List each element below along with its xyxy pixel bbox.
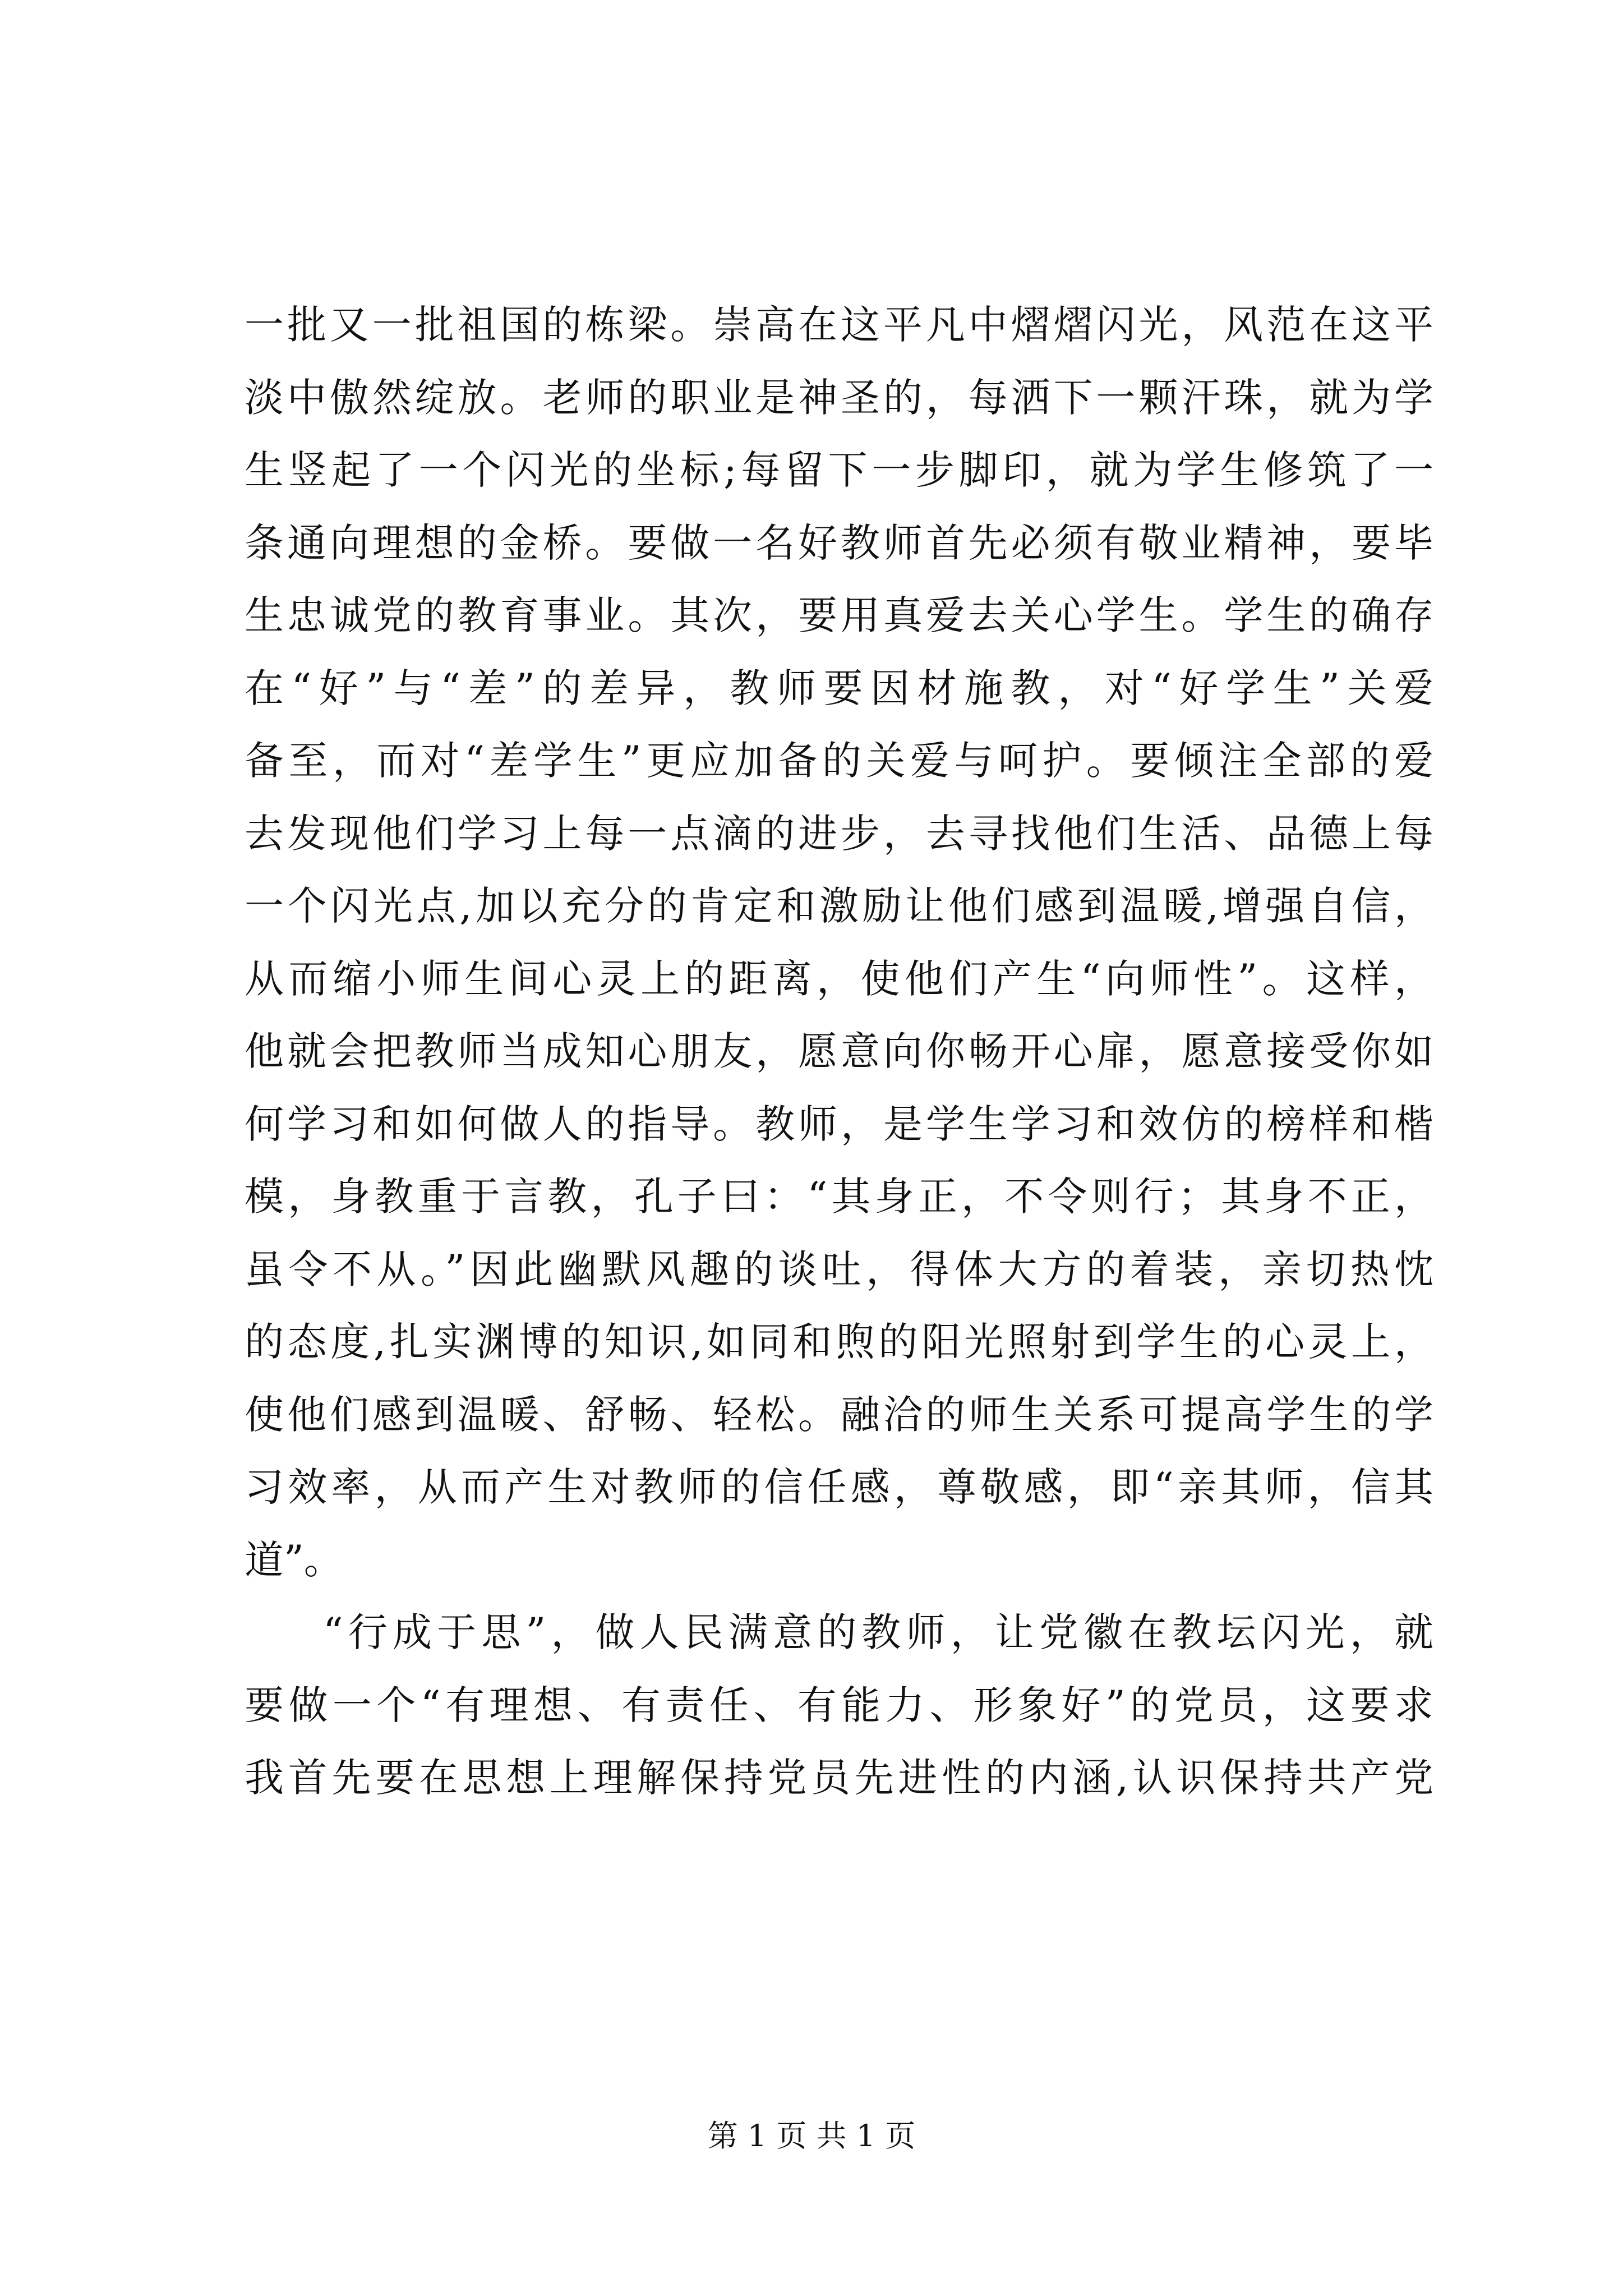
text-line-16: 使他们感到温暖、舒畅、轻松。融洽的师生关系可提高学生的学 [245,1391,1433,1438]
text-line-5: 生忠诚党的教育事业。其次，要用真爱去关心学生。学生的确存 [245,592,1433,638]
text-line-13: 模，身教重于言教，孔子曰：“其身正，不令则行；其身不正， [245,1174,1433,1220]
text-line-21: 我首先要在思想上理解保持党员先进性的内涵,认识保持共产党 [245,1755,1433,1801]
text-line-2: 淡中傲然绽放。老师的职业是神圣的，每洒下一颗汗珠，就为学 [245,374,1433,421]
text-line-19: “行成于思”，做人民满意的教师，让党徽在教坛闪光，就 [323,1609,1433,1655]
text-line-12: 何学习和如何做人的指导。教师，是学生学习和效仿的榜样和楷 [245,1101,1433,1147]
text-line-20: 要做一个“有理想、有责任、有能力、形象好”的党员，这要求 [245,1682,1433,1728]
text-line-8: 去发现他们学习上每一点滴的进步，去寻找他们生活、品德上每 [245,810,1433,857]
text-line-14: 虽令不从。”因此幽默风趣的谈吐，得体大方的着装，亲切热忱 [245,1246,1433,1292]
text-line-18: 道”。 [245,1536,343,1583]
text-line-4: 条通向理想的金桥。要做一名好教师首先必须有敬业精神，要毕 [245,519,1433,566]
text-line-6: 在“好”与“差”的差异，教师要因材施教，对“好学生”关爱 [245,665,1433,711]
text-line-7: 备至，而对“差学生”更应加备的关爱与呵护。要倾注全部的爱 [245,738,1433,784]
text-line-11: 他就会把教师当成知心朋友，愿意向你畅开心扉，愿意接受你如 [245,1028,1433,1074]
text-line-17: 习效率，从而产生对教师的信任感，尊敬感，即“亲其师，信其 [245,1464,1433,1510]
body-text [245,289,1433,1815]
text-line-9: 一个闪光点,加以充分的肯定和激励让他们感到温暖,增强自信， [245,883,1433,929]
page-footer: 第 1 页 共 1 页 [707,2118,916,2154]
text-line-1: 一批又一批祖国的栋梁。崇高在这平凡中熠熠闪光，风范在这平 [245,302,1433,348]
text-line-15: 的态度,扎实渊博的知识,如同和煦的阳光照射到学生的心灵上， [245,1319,1433,1365]
text-line-10: 从而缩小师生间心灵上的距离，使他们产生“向师性”。这样， [245,955,1433,1002]
text-line-3: 生竖起了一个闪光的坐标;每留下一步脚印，就为学生修筑了一 [245,447,1433,493]
